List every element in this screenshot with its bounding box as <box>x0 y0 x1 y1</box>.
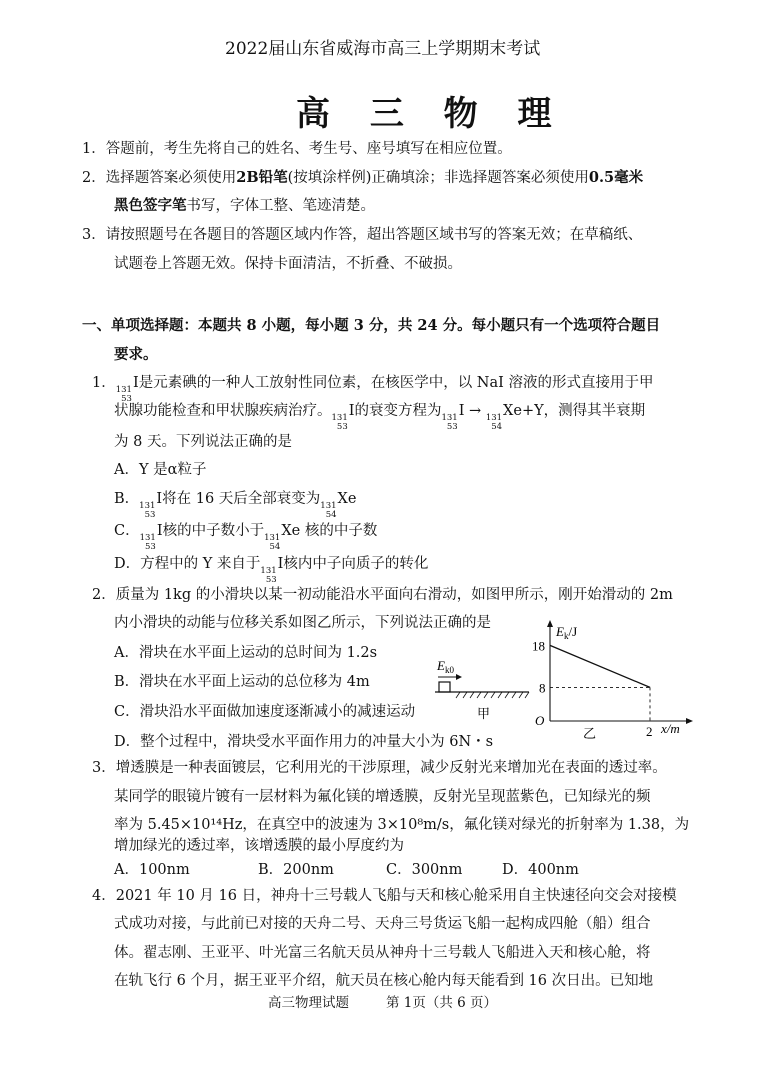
q3-option-c[interactable]: C．300nm <box>386 862 463 878</box>
q1-line1: 1． 131 53 I是元素碘的一种人工放射性同位素，在核医学中，以 NaI 溶液的形式直接用于甲 <box>92 375 654 404</box>
y-axis-label: $E_k/J$ <box>556 624 578 641</box>
ground-hatch <box>456 692 529 698</box>
nuclide-I: 131 53 <box>115 385 132 404</box>
exam-title: 2022届山东省威海市高三上学期期末考试 <box>225 39 541 59</box>
q3-option-a[interactable]: A．100nm <box>114 862 190 878</box>
q3-option-b[interactable]: B．200nm <box>258 862 334 878</box>
ek0-label: $E_{k0}$ <box>437 658 454 675</box>
q1-line3: 为 8 天。下列说法正确的是 <box>114 434 292 450</box>
q3-option-d[interactable]: D．400nm <box>502 862 579 878</box>
q2-option-d[interactable]: D．整个过程中，滑块受水平面作用力的冲量大小为 6N・s <box>114 734 494 750</box>
q1-option-d[interactable]: D．方程中的 Y 来自于 131 53 I核内中子向质子的转化 <box>114 556 429 585</box>
subject-title: 高 三 物 理 <box>296 94 566 134</box>
instruction-3: 3．请按照题号在各题目的答题区域内作答，超出答题区域书写的答案无效；在草稿纸、 <box>82 227 643 243</box>
q2-ek-chart <box>528 618 700 746</box>
instruction-2-cont: 黑色签字笔书写，字体工整、笔迹清楚。 <box>114 197 375 214</box>
y-tick-18: 18 <box>532 638 545 654</box>
x-axis-arrow <box>686 718 693 724</box>
q3-line1: 3．增透膜是一种表面镀层，它利用光的干涉原理，减少反射光来增加光在表面的透过率。 <box>92 760 667 776</box>
q1-option-b[interactable]: B． 131 53 I将在 16 天后全部衰变为 131 54 Xe <box>114 491 357 520</box>
y-tick-8: 8 <box>539 680 546 696</box>
x-axis-label: x/m <box>661 721 680 736</box>
section-heading-cont: 要求。 <box>114 346 158 363</box>
q2-figure-jia <box>432 650 532 730</box>
section-heading: 一、单项选择题：本题共 8 小题，每小题 3 分，共 24 分。每小题只有一个选项符合题目 <box>82 317 661 334</box>
instruction-2: 2．选择题答案必须使用2B铅笔(按填涂样例)正确填涂；非选择题答案必须使用0.5毫米 <box>82 169 644 186</box>
q2-option-a[interactable]: A．滑块在水平面上运动的总时间为 1.2s <box>114 645 378 661</box>
instruction-1: 1．答题前，考生先将自己的姓名、考生号、座号填写在相应位置。 <box>82 141 512 157</box>
figure-jia-caption: 甲 <box>477 706 491 721</box>
q2-option-b[interactable]: B．滑块在水平面上运动的总位移为 4m <box>114 674 370 690</box>
q4-line4: 在轨飞行 6 个月，据王亚平介绍，航天员在核心舱内每天能看到 16 次日出。已知地 <box>114 973 654 989</box>
chart-caption: 乙 <box>583 726 597 741</box>
q3-line4-text: 增加绿光的透过率，该增透膜的最小厚度约为 <box>114 838 404 854</box>
q1-option-a[interactable]: A．Y 是α粒子 <box>114 462 207 478</box>
q4-line1: 4．2021 年 10 月 16 日，神舟十三号载人飞船与天和核心舱采用自主快速径向交会对接模 <box>92 888 677 904</box>
origin-label: O <box>535 713 545 728</box>
q2-line2: 内小滑块的动能与位移关系如图乙所示，下列说法正确的是 <box>114 615 491 631</box>
x-tick-2: 2 <box>646 724 653 739</box>
y-axis-arrow <box>547 620 553 627</box>
q3-line2: 某同学的眼镜片镀有一层材料为氟化镁的增透膜，反射光呈现蓝紫色，已知绿光的频 <box>114 789 651 805</box>
q3-line3: 率为 5.45×10¹⁴Hz，在真空中的波速为 3×10⁸m/s，氟化镁对绿光的折射率为 1.38，为 <box>114 817 690 833</box>
instruction-3-cont: 试题卷上答题无效。保持卡面清洁，不折叠、不破损。 <box>114 256 462 272</box>
q4-line2: 式成功对接，与此前已对接的天舟二号、天舟三号货运飞船一起构成四舱（船）组合 <box>114 916 651 932</box>
footer-subject: 高三物理试题 <box>268 995 349 1011</box>
ek-line <box>550 645 650 687</box>
q2-line1: 2．质量为 1kg 的小滑块以某一初动能沿水平面向右滑动，如图甲所示，刚开始滑动的 2m <box>92 587 673 603</box>
arrowhead <box>456 674 462 680</box>
slider-block <box>439 682 450 692</box>
footer-page: 第 1页（共 6 页） <box>386 995 498 1011</box>
q4-line3: 体。翟志刚、王亚平、叶光富三名航天员从神舟十三号载人飞船进入天和核心舱，将 <box>114 945 651 961</box>
q1-option-c[interactable]: C． 131 53 I核的中子数小于 131 54 Xe 核的中子数 <box>114 523 378 552</box>
q1-line2: 状腺功能检查和甲状腺疾病治疗。 131 53 I的衰变方程为 131 53 I → 131 54 Xe+Y，测得其半衰期 <box>114 403 646 432</box>
q2-option-c[interactable]: C．滑块沿水平面做加速度逐渐减小的减速运动 <box>114 704 416 720</box>
